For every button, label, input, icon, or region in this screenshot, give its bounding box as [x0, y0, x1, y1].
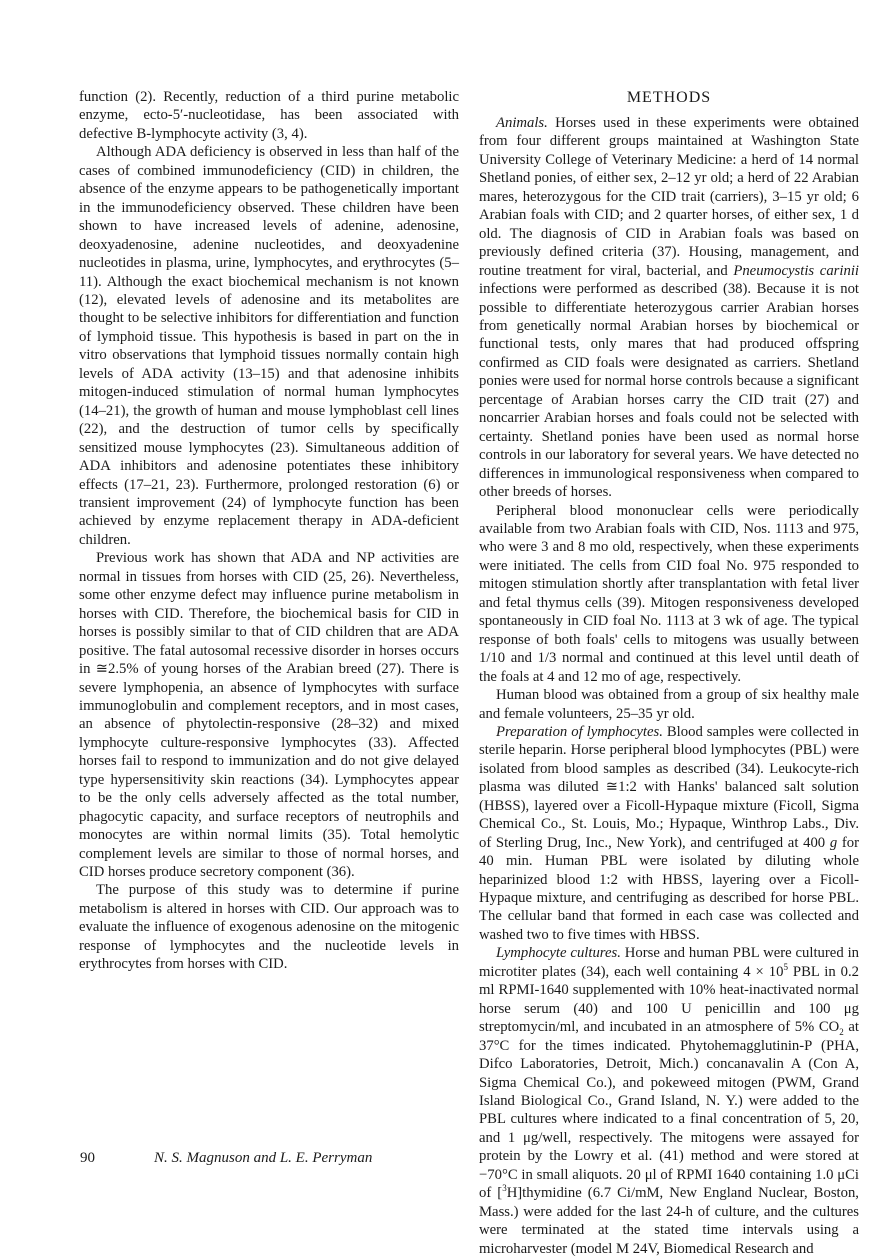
paragraph-purpose: The purpose of this study was to determine if purine metabolism is altered in horses with CID. Our approach was to evaluate the influence of exogenous adenosine on the mitogenic response of lymphocytes and the nucleotide levels in erythrocytes from horses with CID.	[79, 882, 459, 973]
superscript-exponent: 5	[783, 961, 788, 972]
paragraph-peripheral-blood: Peripheral blood mononuclear cells were periodically available from two Arabian foals with CID, Nos. 1113 and 975, who were 3 and 8 mo old, respectively, when these experiments were initiated. The cells from CID foal No. 975 responded to mitogen stimulation shortly after transplantation with fetal liver and fetal thymus cells (39). Mitogen responsiveness developed spontaneously in CID foal No. 1113 at 3 wk of age. The typical response of both foals' cells to mitogens was usually between 1/10 and 1/3 normal and continued at this level until death of the foals at 4 and 12 mo of age, respectively.	[479, 502, 859, 685]
preparation-text: Blood samples were collected in sterile heparin. Horse peripheral blood lymphocytes (PBL) were isolated from blood samples as described (34). Leukocyte-rich plasma was diluted ≅1:2 with Hanks' balanced salt solution (HBSS), layered over a Ficoll-Hypaque mixture (Ficoll, Sigma Chemical Co., St. Louis, Mo.; Hypaque, Winthrop Labs., Div. of Sterling Drug, Inc., New York), and centrifuged at 400	[479, 723, 859, 851]
right-column	[479, 88, 859, 1258]
paragraph-lymphocyte-cultures	[479, 944, 859, 1258]
subscript-co2: 2	[839, 1027, 844, 1038]
paragraph-preparation	[479, 723, 859, 944]
section-heading-methods: METHODS	[626, 89, 712, 106]
cultures-text-d: H]thymidine (6.7 Ci/mM, New England Nuclear, Boston, Mass.) were added for the last 24-h of culture, and the cultures were terminated at the stated time intervals using a microharvester (model M 24V, Biomedical Research and	[479, 1185, 859, 1257]
subheading-animals: Animals.	[496, 115, 548, 131]
paragraph-human-blood: Human blood was obtained from a group of six healthy male and female volunteers, 25–35 yr old.	[479, 687, 859, 722]
subheading-preparation: Preparation of lymphocytes.	[496, 723, 663, 740]
species-name: Pneumocystis carinii	[733, 262, 859, 279]
unit-g: g	[829, 834, 838, 851]
cultures-text-a: Horse and human PBL were cultured in microtiter plates (34), each well containing 4 × 10	[479, 945, 859, 980]
running-authors: N. S. Magnuson and L. E. Perryman	[154, 1150, 373, 1166]
left-column	[79, 88, 459, 974]
cultures-text-c: at 37°C for the times indicated. Phytohemagglutinin-P (PHA, Difco Laboratories, Detroit, Mich.) concanavalin A (Con A, Sigma Chemical Co.), and pokeweed mitogen (PWM, Grand Island Biological Co., Grand Island, N. Y.) were added to the PBL cultures where indicated to a final concentration of 5, 20, and 1 μg/well, respectively. The mitogens were assayed for protein by the Lowry et al. (41) method and were stored at −70°C in small aliquots. 20 μl of RPMI 1640 containing 1.0 μCi of [	[479, 1019, 859, 1202]
paragraph-previous-work: Previous work has shown that ADA and NP activities are normal in tissues from horses with CID (25, 26). Nevertheless, some other enzyme defect may influence purine metabolism in horses with CID. Therefore, the biochemical basis for CID in horses is possibly similar to that of CID children that are ADA positive. The fatal autosomal recessive disorder in horses occurs in ≅2.5% of young horses of the Arabian breed (27). There is severe lymphopenia, an absence of lymphocytes with surface immunoglobulin and complement receptors, and in most cases, an absence of phytolectin-responsive (28–32) and mixed lymphocyte culture-responsive lymphocytes (33). Affected horses fail to respond to immunization and do not give delayed type hypersensitivity skin reactions (34). Lymphocytes appear to be the only cells adversely affected as the total number, phagocytic capacity, and surface receptors of neutrophils and monocytes are within normal limits (35). Total hemolytic complement levels are similar to those of normal horses, and CID horses produce secretory component (36).	[79, 550, 459, 881]
superscript-tritium: 3	[502, 1183, 507, 1194]
animals-text: Horses used in these experiments were obtained from four different groups maintained at Washington State University College of Veterinary Medicine: a herd of 14 normal Shetland ponies, of either sex, 2–12 yr old; a herd of 22 Arabian mares, heterozygous for the CID trait (carriers), 3–15 yr old; 6 Arabian foals with CID; and 2 quarter horses, of either sex, 1 d old. The diagnosis of CID in Arabian foals was based on previously defined criteria (37). Housing, management, and routine treatment for viral, bacterial, and	[479, 115, 859, 279]
animals-text-2: infections were performed as described (38). Because it is not possible to differentiate heterozygous carrier Arabian horses from genetically normal Arabian horses by biochemical or functional tests, only mares that had produced offspring confirmed as CID foals were designated as carriers. Shetland ponies were used for normal horse controls because a significant percentage of Arabian horses carry the CID trait (27) and noncarrier Arabian horses and foals could not be selected with certainty. Shetland ponies have been used as normal horse controls in our laboratory for several years. We have detected no differences in immunological responsiveness when compared to other breeds of horses.	[479, 281, 859, 501]
paragraph-ada-deficiency: Although ADA deficiency is observed in less than half of the cases of combined immunodeficiency (CID) in children, the absence of the enzyme appears to be pathogenetically important in the immunodeficiency observed. These children have been shown to have increased levels of adenine, adenosine, deoxyadenosine, adenine nucleotides, and deoxyadenine nucleotides in plasma, urine, lymphocytes, and erythrocytes (5–11). Although the exact biochemical mechanism is not known (12), elevated levels of adenosine and its metabolites are thought to be selective inhibitors for differentiation and function of lymphoid tissue. This hypothesis is based in part on the in vitro observations that lymphoid tissues normally contain high levels of ADA activity (13–15) and that adenosine inhibits mitogen-induced stimulation of normal human lymphocytes (14–21), the growth of human and mouse lymphoblast cell lines (22), and the destruction of tumor cells by specifically sensitized mouse lymphocytes (23). Simultaneous addition of ADA inhibitors and adenosine potentiates these inhibitory effects (17–21, 23). Furthermore, prolonged restoration (6) or transient improvement (24) of lymphocyte function has been achieved by enzyme replacement therapy in ADA-deficient children.	[79, 144, 459, 548]
page-footer	[80, 1150, 372, 1167]
paragraph-animals	[479, 114, 859, 502]
preparation-text-2: for 40 min. Human PBL were isolated by diluting whole heparinized blood 1:2 with HBSS, layering over a Ficoll-Hypaque mixture, and centrifuging as described for horse PBL. The cellular band that formed in each case was collected and washed two to five times with HBSS.	[479, 834, 859, 943]
subheading-cultures: Lymphocyte cultures.	[496, 945, 621, 962]
cultures-text-b: PBL in 0.2 ml RPMI-1640 supplemented with 10% heat-inactivated normal horse serum (40) and 100 U penicillin and 100 μg streptomycin/ml, and incubated in an atmosphere of 5% CO	[479, 963, 859, 1036]
page-number: 90	[80, 1150, 95, 1166]
paragraph-intro-continued: function (2). Recently, reduction of a third purine metabolic enzyme, ecto-5′-nucleotidase, has been associated with defective B-lymphocyte activity (3, 4).	[79, 89, 459, 142]
